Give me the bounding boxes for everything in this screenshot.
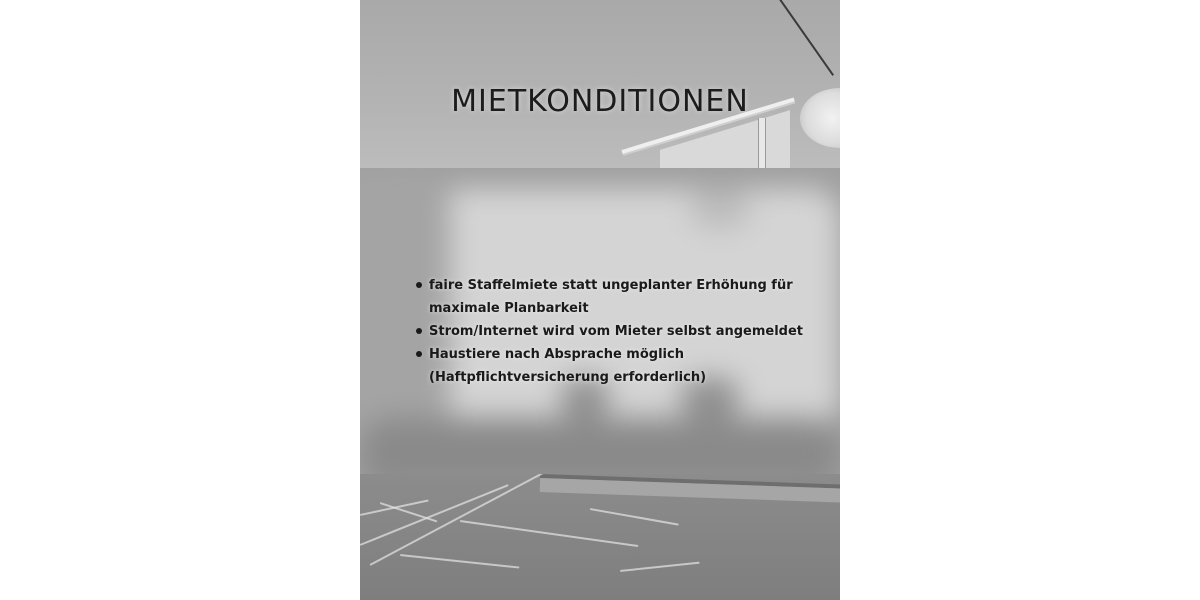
bullet-icon — [416, 328, 422, 334]
list-item — [416, 274, 816, 320]
bullet-icon — [416, 351, 422, 357]
list-item — [416, 320, 816, 343]
chalk-mark — [460, 520, 639, 547]
blurred-photo-band — [360, 168, 840, 474]
poster-title: MIETKONDITIONEN — [451, 84, 749, 119]
street-photo-band — [360, 474, 840, 600]
chalk-mark — [370, 474, 548, 566]
building-post — [758, 118, 766, 168]
list-item — [416, 343, 816, 389]
chalk-mark — [590, 508, 679, 526]
list-item-text: faire Staffelmiete statt ungeplanter Erhöhung für — [429, 278, 793, 293]
list-item-text-continued: (Haftpflichtversicherung erforderlich) — [429, 370, 707, 385]
power-wire — [775, 0, 834, 76]
chalk-mark — [620, 562, 700, 572]
blur-shape — [360, 418, 840, 474]
blur-shape — [690, 188, 750, 228]
sky-photo-band — [360, 0, 840, 168]
poster-image — [360, 0, 840, 600]
bullet-icon — [416, 282, 422, 288]
chalk-mark — [360, 484, 509, 546]
list-item-text: Strom/Internet wird vom Mieter selbst angemeldet — [429, 324, 804, 339]
chalk-mark — [400, 554, 520, 569]
list-item-text-continued: maximale Planbarkeit — [429, 301, 589, 316]
list-item-text: Haustiere nach Absprache möglich — [429, 347, 684, 362]
conditions-list — [416, 274, 816, 389]
